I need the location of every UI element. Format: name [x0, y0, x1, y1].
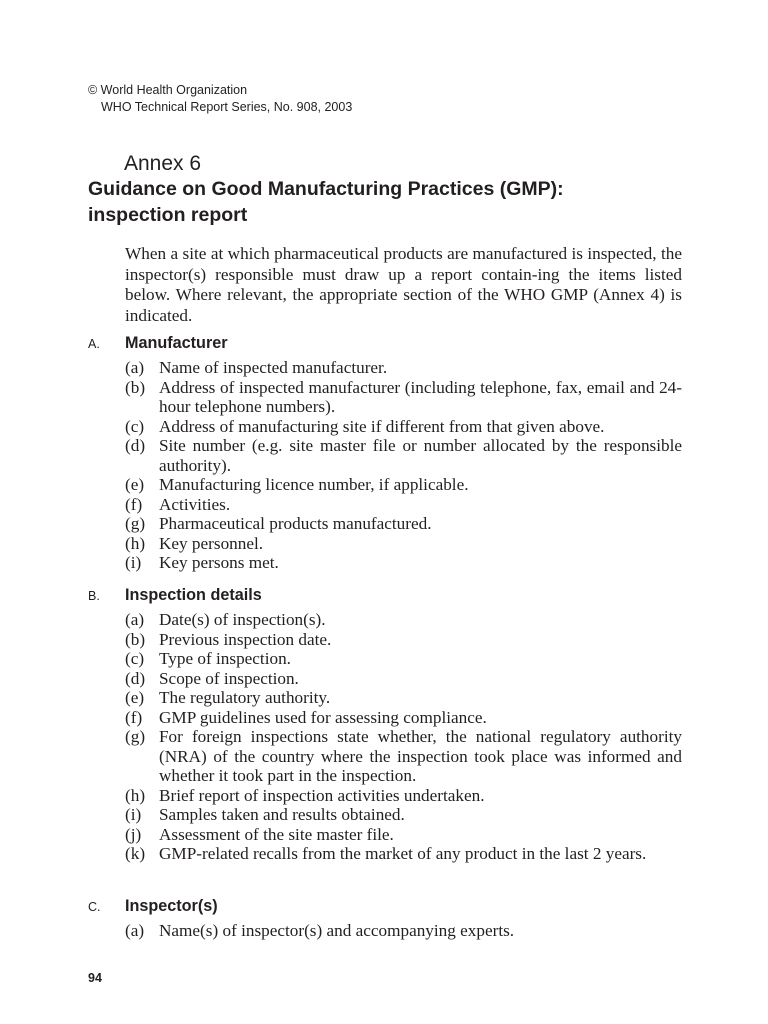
item-label: (b) [125, 377, 146, 397]
list-item [125, 475, 682, 495]
section-heading [88, 897, 682, 921]
item-text: Assessment of the site master file. [159, 824, 394, 844]
section-heading [88, 586, 682, 610]
list-item [125, 688, 682, 708]
list-item [125, 436, 682, 475]
item-label: (j) [125, 824, 142, 844]
item-text: For foreign inspections state whether, the national regulatory authority (NRA) of the country where the inspection took place was informed and whether it took part in the inspection. [159, 727, 682, 785]
list-item [125, 786, 682, 806]
section-letter: A. [88, 337, 100, 351]
section-title: Inspection details [125, 586, 262, 604]
item-text: Scope of inspection. [159, 668, 299, 688]
item-text: Samples taken and results obtained. [159, 805, 405, 824]
list-item [125, 378, 682, 417]
item-label: (c) [125, 649, 145, 668]
item-label: (h) [125, 785, 146, 805]
item-text: Previous inspection date. [159, 629, 332, 649]
list-item [125, 417, 682, 437]
section-heading [88, 334, 682, 358]
list-item [125, 669, 682, 689]
item-text: Name of inspected manufacturer. [159, 358, 388, 377]
item-text: Brief report of inspection activities undertaken. [159, 785, 485, 805]
series-line: WHO Technical Report Series, No. 908, 2003 [101, 100, 353, 114]
item-label: (k) [125, 844, 146, 863]
item-text: GMP guidelines used for assessing compliance. [159, 707, 487, 727]
item-label: (c) [125, 416, 145, 436]
section-inspection-details [88, 586, 682, 864]
item-label: (d) [125, 436, 146, 455]
intro-paragraph: When a site at which pharmaceutical products are manufactured is inspected, the inspector(s) responsible must draw up a report contain-ing the items listed below. Where relevant, the appropriate section of the WHO GMP (Annex 4) is indicated. [125, 244, 682, 325]
section-title: Manufacturer [125, 334, 228, 352]
section-letter: B. [88, 589, 100, 603]
list-item [125, 805, 682, 825]
list-item [125, 514, 682, 534]
item-text: Type of inspection. [159, 649, 291, 668]
list-item [125, 844, 682, 864]
list-item [125, 727, 682, 786]
item-text: Activities. [159, 494, 231, 514]
list-item [125, 630, 682, 650]
item-label: (g) [125, 727, 146, 746]
item-label: (g) [125, 514, 146, 533]
item-label: (f) [125, 707, 143, 727]
copyright-line: © World Health Organization [88, 83, 248, 97]
list-item [125, 825, 682, 845]
item-label: (a) [125, 921, 145, 940]
page-title [88, 176, 688, 228]
item-label: (i) [125, 553, 142, 572]
item-label: (i) [125, 805, 142, 824]
item-text: Manufacturing licence number, if applicable. [159, 475, 469, 494]
item-label: (a) [125, 358, 145, 377]
item-label: (f) [125, 494, 143, 514]
item-text: GMP-related recalls from the market of any product in the last 2 years. [159, 844, 647, 863]
item-label: (e) [125, 688, 145, 707]
section-inspectors [88, 897, 682, 941]
item-text: Address of manufacturing site if different from that given above. [159, 416, 605, 436]
section-manufacturer [88, 334, 682, 573]
list-item [125, 358, 682, 378]
item-text: Site number (e.g. site master file or number allocated by the responsible authority). [159, 436, 682, 475]
item-text: Date(s) of inspection(s). [159, 610, 326, 629]
list-item [125, 610, 682, 630]
item-text: Key persons met. [159, 553, 279, 572]
list-item [125, 534, 682, 554]
item-label: (a) [125, 610, 145, 629]
item-text: Name(s) of inspector(s) and accompanying experts. [159, 921, 515, 940]
item-text: The regulatory authority. [159, 688, 331, 707]
list-item [125, 649, 682, 669]
item-list [88, 358, 682, 573]
item-label: (d) [125, 668, 146, 688]
item-text: Pharmaceutical products manufactured. [159, 514, 432, 533]
annex-label: Annex 6 [124, 152, 202, 175]
title-line-1: Guidance on Good Manufacturing Practices (GMP): [88, 178, 564, 200]
item-label: (b) [125, 629, 146, 649]
list-item [125, 921, 682, 941]
section-title: Inspector(s) [125, 897, 218, 915]
item-list [88, 610, 682, 864]
section-letter: C. [88, 900, 101, 914]
list-item [125, 495, 682, 515]
item-text: Key personnel. [159, 533, 264, 553]
item-label: (e) [125, 475, 145, 494]
list-item [125, 553, 682, 573]
title-line-2: inspection report [88, 204, 248, 226]
page-number: 94 [88, 971, 102, 985]
item-text: Address of inspected manufacturer (including telephone, fax, email and 24-hour telephone numbers). [159, 377, 682, 416]
list-item [125, 708, 682, 728]
item-list [88, 921, 682, 941]
item-label: (h) [125, 533, 146, 553]
copyright-block [88, 82, 352, 116]
